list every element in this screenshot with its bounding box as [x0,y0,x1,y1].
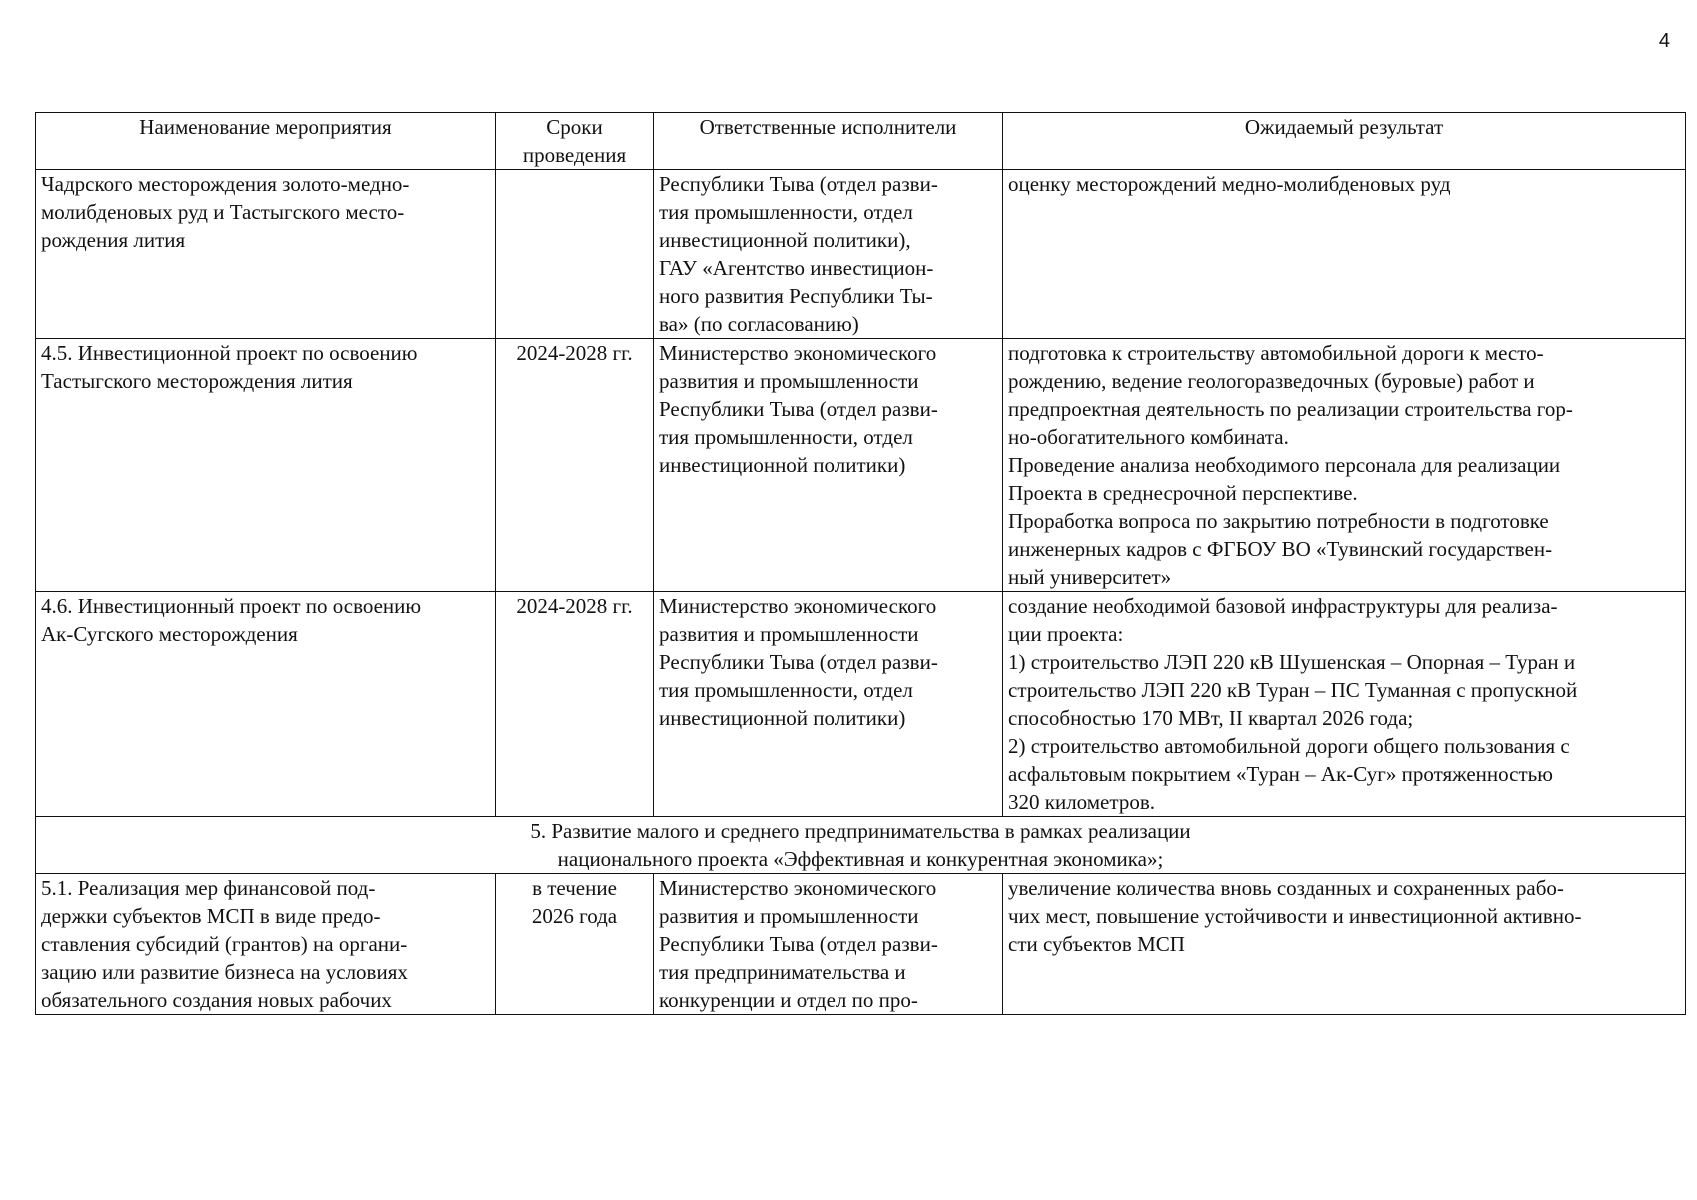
table-row [36,592,1686,817]
header-result: Ожидаемый результат [1003,113,1686,170]
header-period: Сроки проведения [496,113,654,170]
table-header-row [36,113,1686,170]
row-2-name: 4.5. Инвестиционной проект по освоению Тастыгского месторождения лития [36,339,496,592]
page-number: 4 [1658,30,1670,52]
row-3-executors: Министерство экономического развития и промышленности Республики Тыва (отдел разви- тия промышленности, отдел инвестиционной политики) [654,592,1003,817]
table-row [36,170,1686,339]
row-2-period: 2024-2028 гг. [496,339,654,592]
row-2-executors: Министерство экономического развития и промышленности Республики Тыва (отдел разви- тия промышленности, отдел инвестиционной политики) [654,339,1003,592]
row-3-name: 4.6. Инвестиционный проект по освоению Ак-Сугского месторождения [36,592,496,817]
header-name: Наименование мероприятия [36,113,496,170]
measures-table [35,112,1686,1015]
row-2-result: подготовка к строительству автомобильной дороги к место- рождению, ведение геологоразведочных (буровые) работ и предпроектная деятельность по реализации строительства гор- но-обогатительного комбината. Проведение анализа необходимого персонала для реализации Проекта в среднесрочной перспективе. Проработка вопроса по закрытию потребности в подготовке инженерных кадров с ФГБОУ ВО «Тувинский государствен- ный университет» [1003,339,1686,592]
table-row [36,874,1686,1015]
row-5-1-period: в течение 2026 года [496,874,654,1015]
section-5-title: 5. Развитие малого и среднего предпринимательства в рамках реализации национального проекта «Эффективная и конкурентная экономика»; [36,817,1686,874]
section-heading-row [36,817,1686,874]
header-executors: Ответственные исполнители [654,113,1003,170]
row-1-result: оценку месторождений медно-молибденовых руд [1003,170,1686,339]
row-5-1-name: 5.1. Реализация мер финансовой под- держки субъектов МСП в виде предо- ставления субсидий (грантов) на органи- зацию или развитие бизнеса на условиях обязательного создания новых рабочих [36,874,496,1015]
table-row [36,339,1686,592]
row-5-1-result: увеличение количества вновь созданных и сохраненных рабо- чих мест, повышение устойчивости и инвестиционной активно- сти субъектов МСП [1003,874,1686,1015]
row-1-name: Чадрского месторождения золото-медно- молибденовых руд и Тастыгского место- рождения лития [36,170,496,339]
row-1-executors: Республики Тыва (отдел разви- тия промышленности, отдел инвестиционной политики), ГАУ «Агентство инвестицион- ного развития Республики Ты- ва» (по согласованию) [654,170,1003,339]
row-3-period: 2024-2028 гг. [496,592,654,817]
row-5-1-executors: Министерство экономического развития и промышленности Республики Тыва (отдел разви- тия предпринимательства и конкуренции и отдел по про- [654,874,1003,1015]
row-1-period [496,170,654,339]
row-3-result: создание необходимой базовой инфраструктуры для реализа- ции проекта: 1) строительство ЛЭП 220 кВ Шушенская – Опорная – Туран и строительство ЛЭП 220 кВ Туран – ПС Туманная с пропускной способностью 170 МВт, II квартал 2026 года; 2) строительство автомобильной дороги общего пользования с асфальтовым покрытием «Туран – Ак-Суг» протяженностью 320 километров. [1003,592,1686,817]
